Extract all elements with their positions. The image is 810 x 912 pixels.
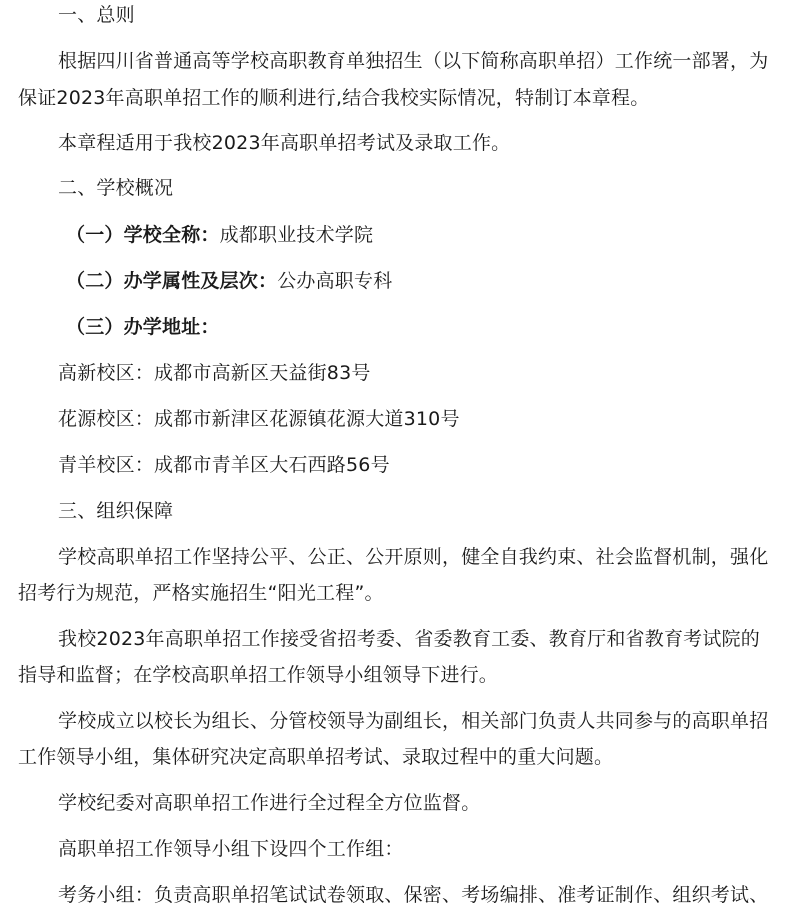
campus-address: 高新校区：成都市高新区天益街83号 [58, 362, 371, 384]
item-label: （二）办学属性及层次： [66, 270, 278, 292]
school-address-item [66, 315, 810, 339]
campus-address: 青羊校区：成都市青羊区大石西路56号 [58, 454, 390, 476]
item-value: 成都职业技术学院 [219, 224, 374, 246]
section-heading-organization: 三、组织保障 [58, 500, 174, 522]
paragraph-line: 考务小组：负责高职单招笔试试卷领取、保密、考场编排、准考证制作、组织考试、 [58, 884, 769, 906]
paragraph-line: 指导和监督；在学校高职单招工作领导小组领导下进行。 [18, 664, 499, 686]
paragraph-line: 招考行为规范，严格实施招生“阳光工程”。 [18, 582, 384, 604]
school-type-item [66, 269, 810, 293]
item-label: （一）学校全称： [66, 224, 220, 246]
item-label: （三）办学地址： [66, 316, 220, 338]
school-name-item [66, 223, 810, 247]
paragraph-line: 学校高职单招工作坚持公平、公正、公开原则，健全自我约束、社会监督机制，强化 [58, 546, 769, 568]
campus-address: 花源校区：成都市新津区花源镇花源大道310号 [58, 408, 460, 430]
paragraph-line: 工作领导小组，集体研究决定高职单招考试、录取过程中的重大问题。 [18, 746, 614, 768]
section-heading-school-overview: 二、学校概况 [58, 177, 174, 199]
paragraph-line: 学校成立以校长为组长、分管校领导为副组长，相关部门负责人共同参与的高职单招 [58, 710, 769, 732]
paragraph-line: 我校2023年高职单招工作接受省招考委、省委教育工委、教育厅和省教育考试院的 [58, 628, 760, 650]
paragraph-line: 学校纪委对高职单招工作进行全过程全方位监督。 [58, 792, 481, 814]
paragraph-line: 高职单招工作领导小组下设四个工作组： [58, 838, 404, 860]
paragraph-line: 本章程适用于我校2023年高职单招考试及录取工作。 [58, 132, 511, 154]
paragraph-line: 根据四川省普通高等学校高职教育单独招生（以下简称高职单招）工作统一部署，为 [58, 50, 769, 72]
section-heading-general: 一、总则 [58, 4, 135, 26]
paragraph-line: 保证2023年高职单招工作的顺利进行,结合我校实际情况，特制订本章程。 [18, 87, 650, 109]
item-value: 公办高职专科 [277, 270, 393, 292]
